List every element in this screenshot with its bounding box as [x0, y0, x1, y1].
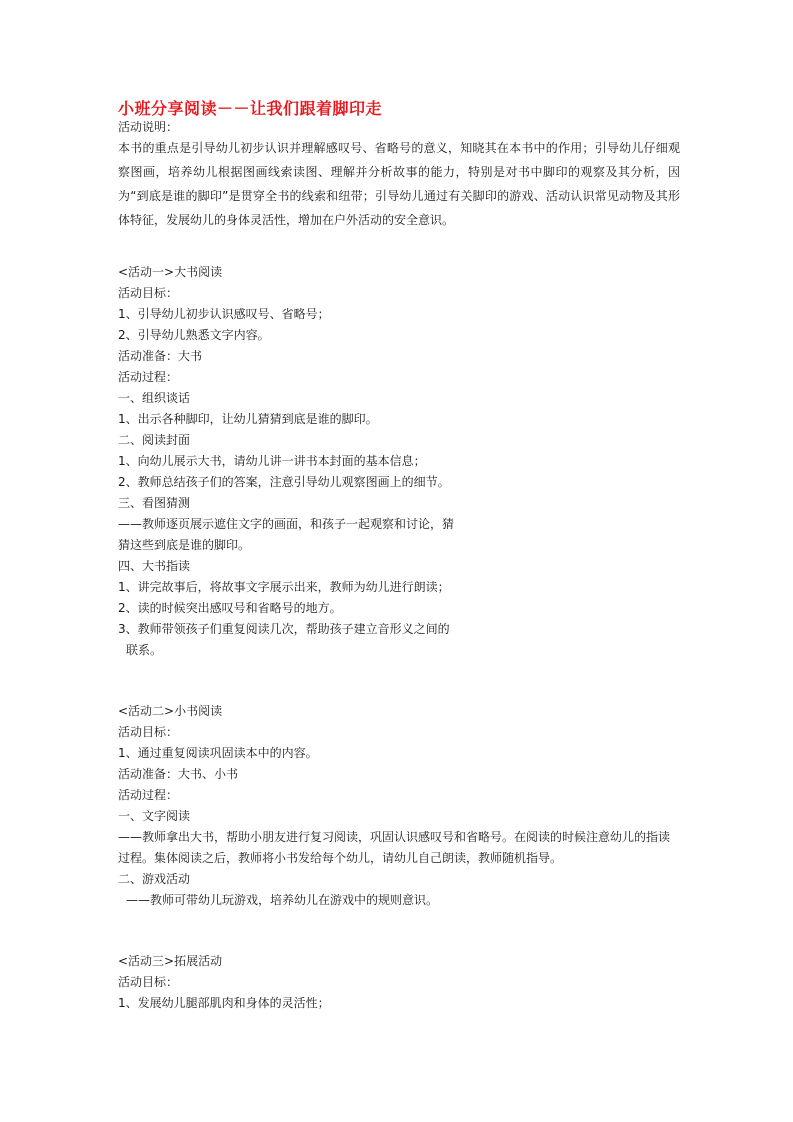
activity1-goal-label: 活动目标： [118, 286, 179, 300]
activity1-process-label: 活动过程： [118, 370, 179, 384]
activity1-prep: 活动准备：大书 [118, 349, 203, 363]
intro-label: 活动说明： [118, 120, 179, 134]
activity2-process-label: 活动过程： [118, 788, 179, 802]
activity2-goal-label: 活动目标： [118, 725, 179, 739]
activity1-goal-item: 2、引导幼儿熟悉文字内容。 [118, 328, 270, 342]
activity2-goal-item: 1、通过重复阅读巩固读本中的内容。 [118, 746, 318, 760]
activity3-goal-label: 活动目标： [118, 975, 179, 989]
activity1-step1-item: 1、出示各种脚印，让幼儿猜猜到底是谁的脚印。 [118, 412, 378, 426]
activity1-heading: <活动一>大书阅读 [118, 265, 223, 279]
activity3-goal-item: 1、发展幼儿腿部肌肉和身体的灵活性； [118, 996, 330, 1010]
activity1-step4-item: 联系。 [126, 643, 163, 657]
activity1-step4-item: 2、读的时候突出感叹号和省略号的地方。 [118, 601, 342, 615]
activity2-step1-line: ——教师拿出大书，帮助小朋友进行复习阅读，巩固认识感叹号和省略号。在阅读的时候注意幼儿的指读 [118, 830, 671, 844]
activity1-step3-line: 猜这些到底是谁的脚印。 [118, 538, 251, 552]
activity1-step2-title: 二、阅读封面 [118, 433, 191, 447]
activity2-step1-title: 一、文字阅读 [118, 809, 191, 823]
activity1-step1-title: 一、组织谈话 [118, 391, 191, 405]
activity1-step4-item: 3、教师带领孩子们重复阅读几次，帮助孩子建立音形义之间的 [118, 622, 450, 636]
activity3-heading: <活动三>拓展活动 [118, 954, 223, 968]
intro-paragraph: 本书的重点是引导幼儿初步认识并理解感叹号、省略号的意义，知晓其在本书中的作用；引导幼儿仔细观察图画，培养幼儿根据图画线索读图、理解并分析故事的能力，特别是对书中脚印的观察及其分析，因为“到底是谁的脚印”是贯穿全书的线索和纽带；引导幼儿通过有关脚印的游戏、活动认识常见动物及其形体特征，发展幼儿的身体灵活性，增加在户外活动的安全意识。 [118, 141, 680, 227]
activity2-step2-line: ——教师可带幼儿玩游戏，培养幼儿在游戏中的规则意识。 [126, 893, 439, 907]
page-title: 小班分享阅读－－让我们跟着脚印走 [118, 99, 383, 118]
activity2-heading: <活动二>小书阅读 [118, 704, 223, 718]
activity1-step2-item: 2、教师总结孩子们的答案，注意引导幼儿观察图画上的细节。 [118, 475, 450, 489]
activity2-step1-line: 过程。集体阅读之后，教师将小书发给每个幼儿，请幼儿自己朗读，教师随机指导。 [118, 851, 563, 865]
activity1-step3-line: ——教师逐页展示遮住文字的画面，和孩子一起观察和讨论，猜 [118, 517, 455, 531]
activity1-step3-title: 三、看图猜测 [118, 496, 191, 510]
activity1-step2-item: 1、向幼儿展示大书，请幼儿讲一讲书本封面的基本信息； [118, 454, 426, 468]
activity2-prep: 活动准备：大书、小书 [118, 767, 239, 781]
activity2-step2-title: 二、游戏活动 [118, 872, 191, 886]
activity1-step4-item: 1、讲完故事后，将故事文字展示出来，教师为幼儿进行朗读； [118, 580, 450, 594]
activity1-step4-title: 四、大书指读 [118, 559, 191, 573]
activity1-goal-item: 1、引导幼儿初步认识感叹号、省略号； [118, 307, 330, 321]
